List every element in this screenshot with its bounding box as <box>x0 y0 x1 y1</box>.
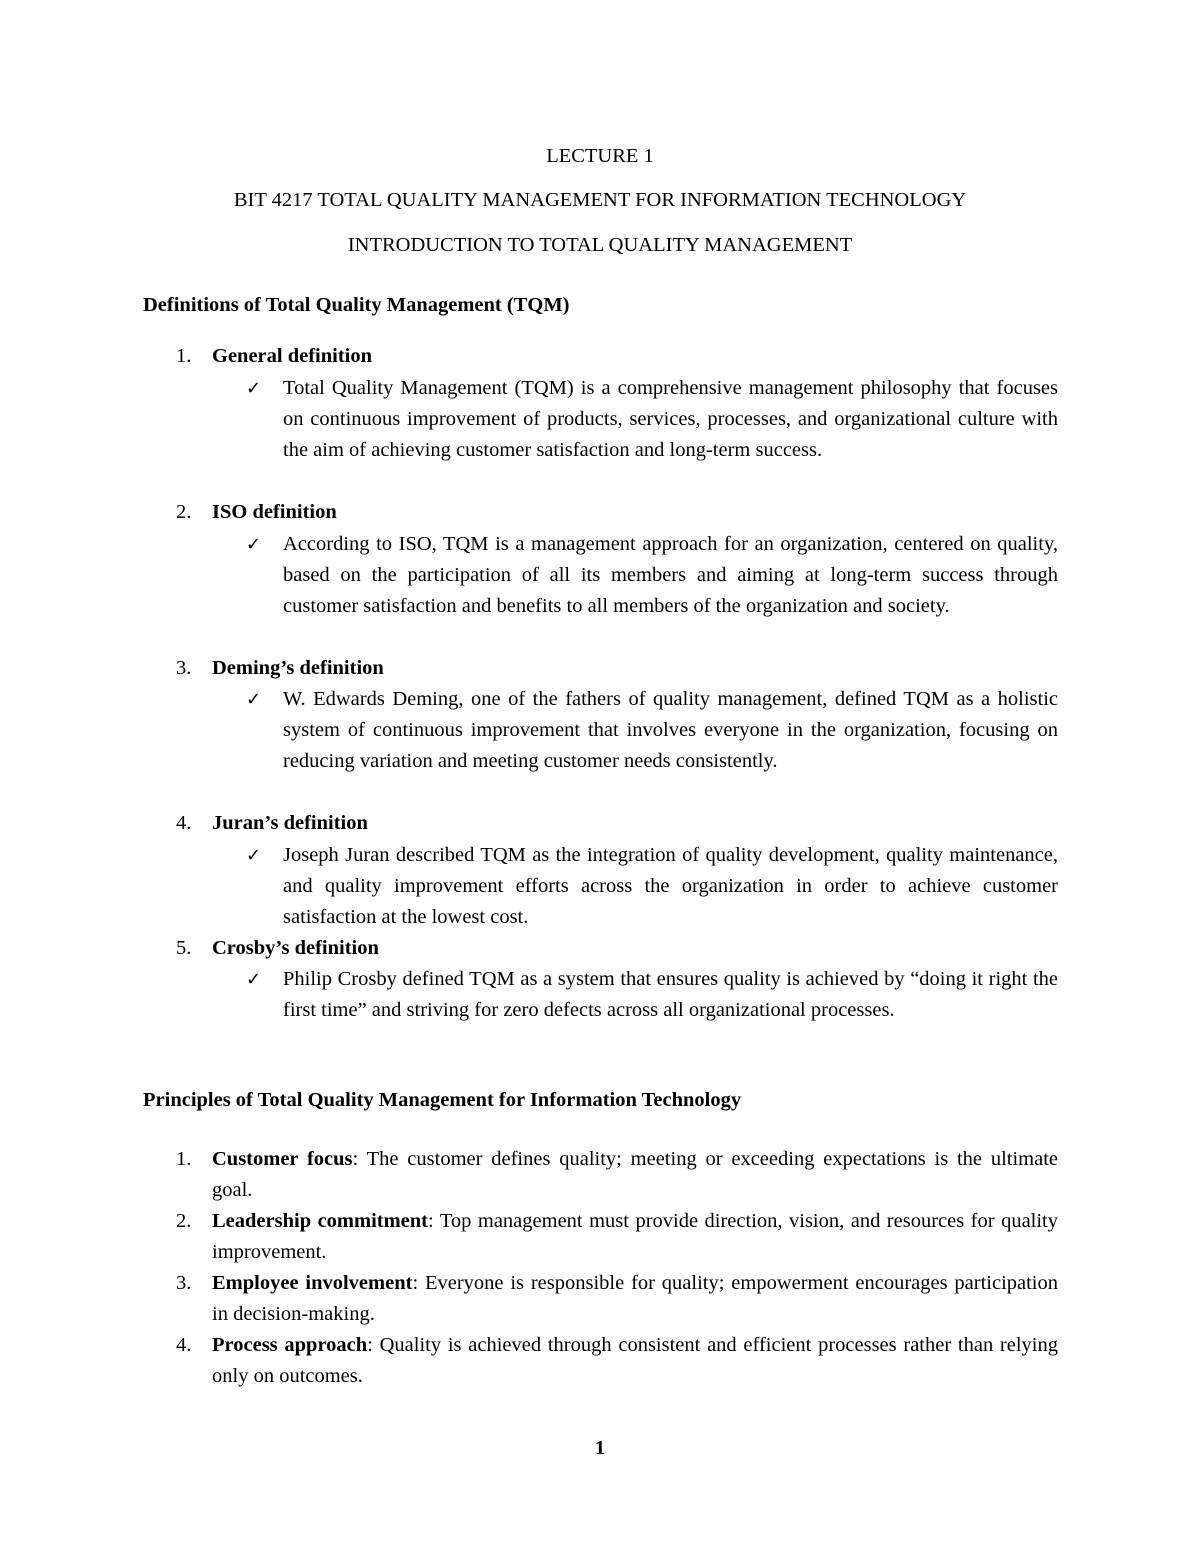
definition-number: 5. <box>176 937 192 959</box>
principle-text: : Quality is achieved through consistent and efficient processes rather than relying only on outcomes. <box>212 1334 1059 1387</box>
check-icon: ✓ <box>246 689 262 710</box>
definition-text: W. Edwards Deming, one of the fathers of quality management, defined TQM as a holistic system of continuous improvement that involves everyone in the organization, focusing on reducing variation and meeting customer needs consistently. <box>283 688 1058 772</box>
topic-title: INTRODUCTION TO TOTAL QUALITY MANAGEMENT <box>347 234 853 256</box>
definitions-heading: Definitions of Total Quality Management (TQM) <box>143 294 570 316</box>
principle-number: 1. <box>176 1148 192 1170</box>
definition-number: 2. <box>176 501 192 523</box>
page-number: 1 <box>594 1437 606 1459</box>
check-icon: ✓ <box>246 378 262 399</box>
principle-item <box>212 1330 1058 1392</box>
definition-number: 4. <box>176 812 192 834</box>
definition-title: Juran’s definition <box>212 812 368 834</box>
definition-number: 3. <box>176 657 192 679</box>
definition-text: Total Quality Management (TQM) is a comprehensive management philosophy that focuses on continuous improvement of products, services, processes, and organizational culture with the aim of achieving customer satisfaction and long-term success. <box>283 377 1058 461</box>
principle-number: 3. <box>176 1272 192 1294</box>
principle-term: Employee involvement <box>212 1272 413 1294</box>
principle-number: 2. <box>176 1210 192 1232</box>
definition-title: Deming’s definition <box>212 657 384 679</box>
definition-text: According to ISO, TQM is a management approach for an organization, centered on quality, based on the participation of all its members and aiming at long-term success through customer satisfaction and benefits to all members of the organization and society. <box>283 533 1058 617</box>
definition-title: ISO definition <box>212 501 337 523</box>
lecture-title: LECTURE 1 <box>546 145 654 167</box>
principle-item <box>212 1268 1058 1330</box>
course-title: BIT 4217 TOTAL QUALITY MANAGEMENT FOR INFORMATION TECHNOLOGY <box>233 189 967 211</box>
principle-number: 4. <box>176 1334 192 1356</box>
principles-heading: Principles of Total Quality Management for Information Technology <box>143 1089 742 1111</box>
principle-text: : The customer defines quality; meeting or exceeding expectations is the ultimate goal. <box>212 1148 1058 1201</box>
check-icon: ✓ <box>246 534 262 555</box>
check-icon: ✓ <box>246 845 262 866</box>
principle-text: : Everyone is responsible for quality; empowerment encourages participation in decision-making. <box>212 1272 1059 1325</box>
principle-item <box>212 1144 1058 1206</box>
principle-term: Leadership commitment <box>212 1210 429 1232</box>
definition-number: 1. <box>176 345 192 367</box>
principle-term: Process approach <box>212 1334 368 1356</box>
principle-term: Customer focus <box>212 1148 353 1170</box>
definition-title: General definition <box>212 345 373 367</box>
principle-item <box>212 1206 1058 1268</box>
definition-text: Philip Crosby defined TQM as a system that ensures quality is achieved by “doing it right the first time” and striving for zero defects across all organizational processes. <box>283 968 1058 1021</box>
check-icon: ✓ <box>246 969 262 990</box>
definition-text: Joseph Juran described TQM as the integration of quality development, quality maintenance, and quality improvement efforts across the organization in order to achieve customer satisfaction at the lowest cost. <box>283 844 1058 928</box>
principle-text: : Top management must provide direction, vision, and resources for quality improvement. <box>212 1210 1058 1263</box>
definition-title: Crosby’s definition <box>212 937 379 959</box>
